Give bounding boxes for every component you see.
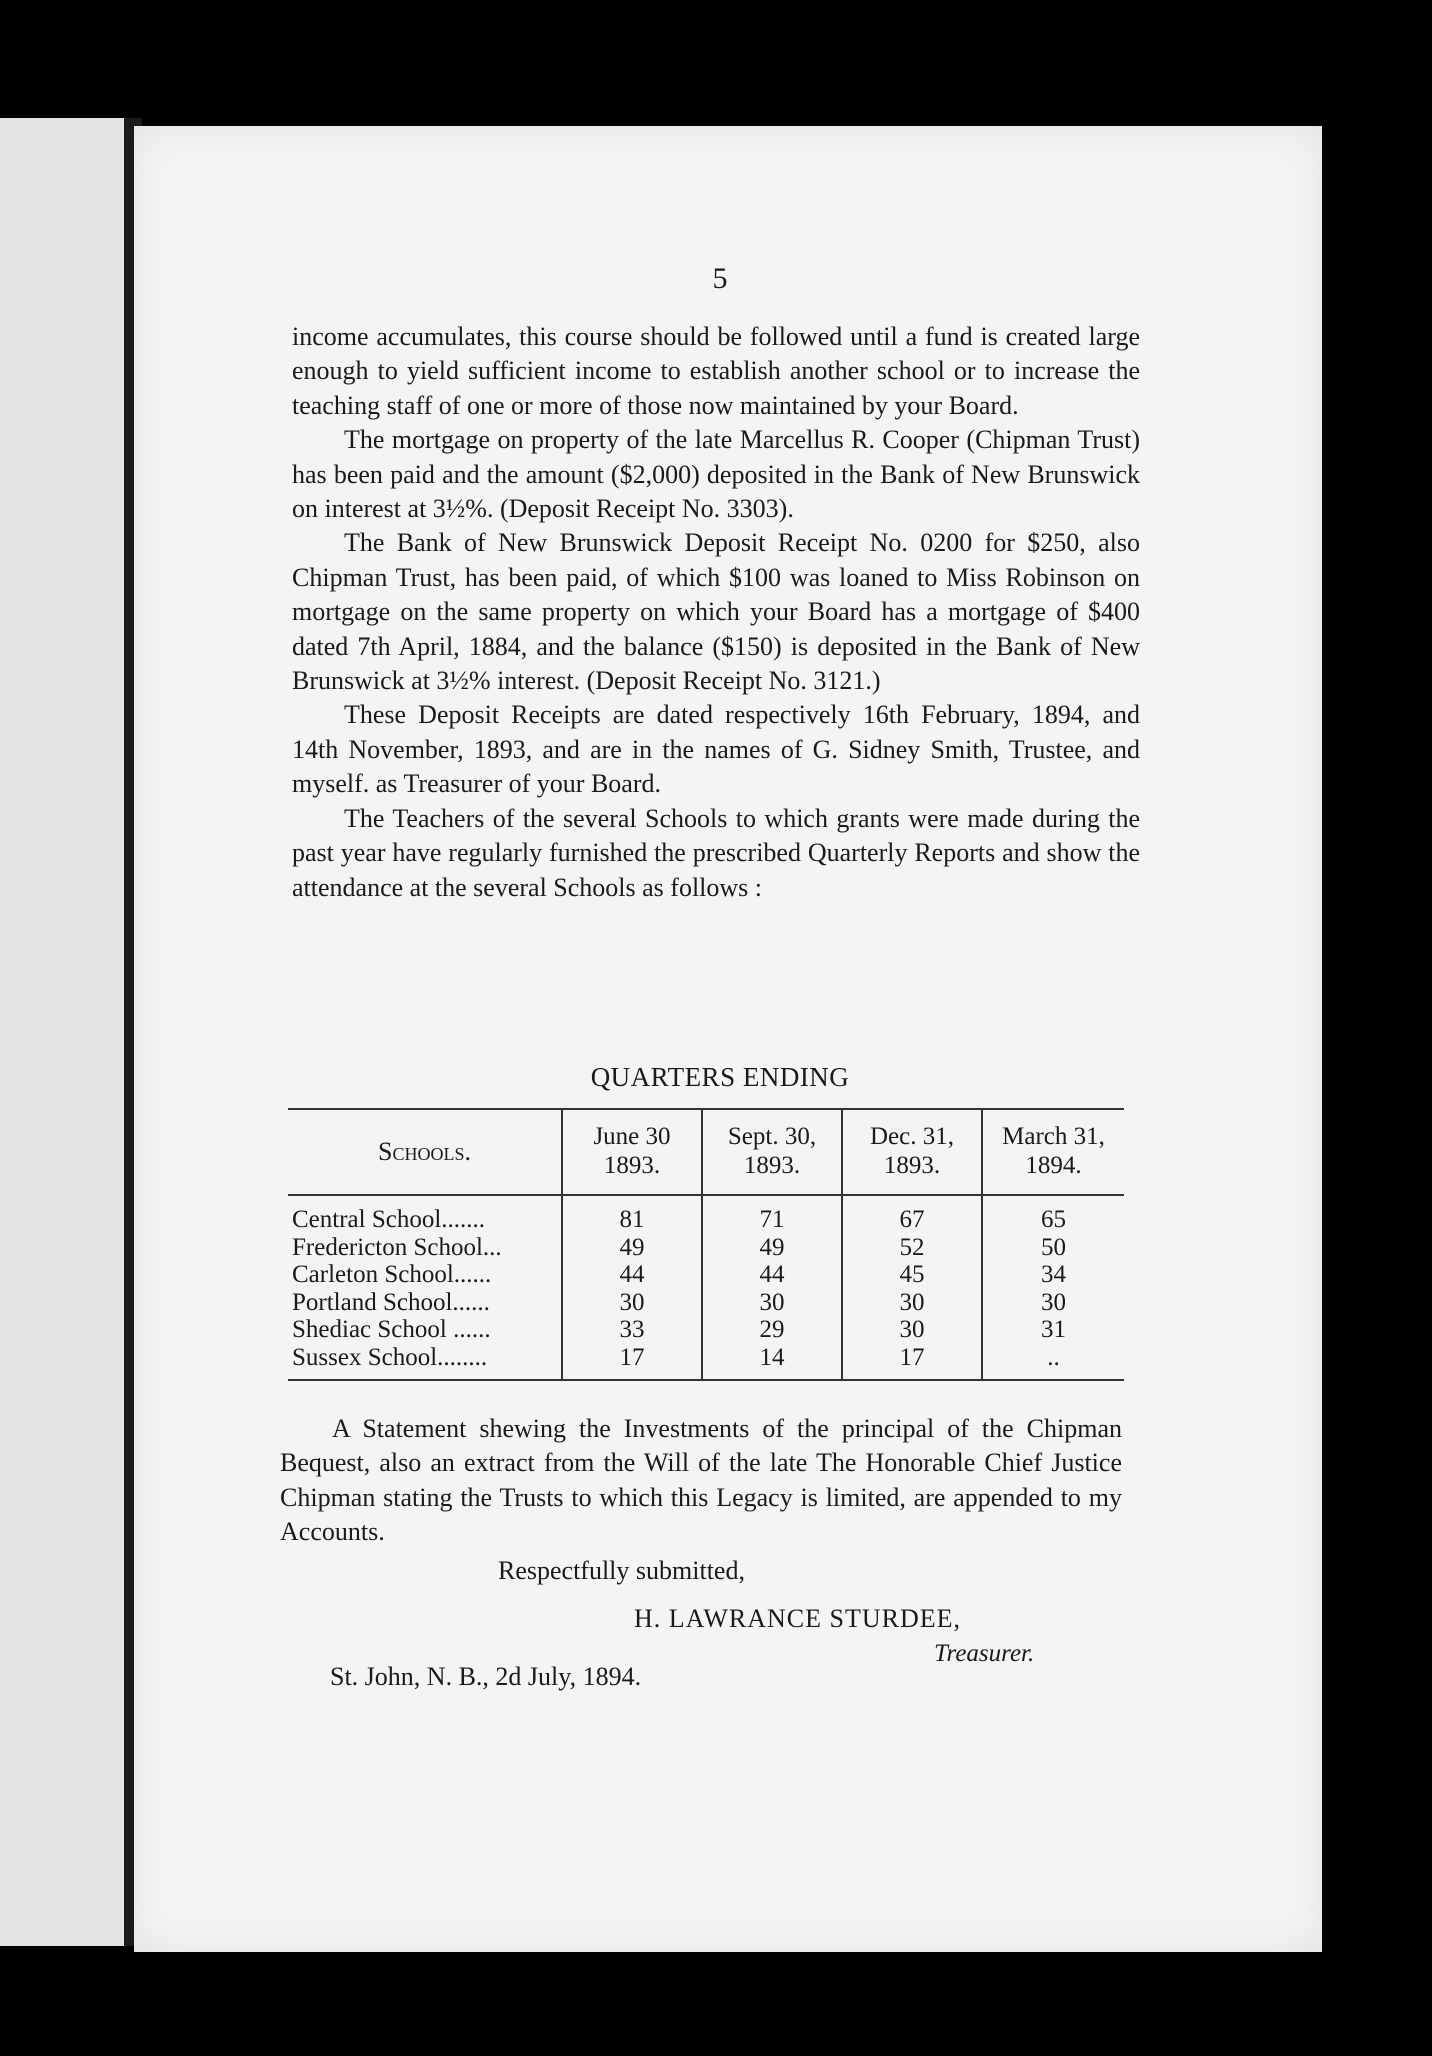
column-header [562,1109,702,1195]
sign-off: Respectfully submitted, [498,1556,745,1585]
table-cell: 71 [702,1195,842,1234]
table-row [288,1344,1124,1381]
table-cell: 31 [982,1316,1124,1344]
table-row [288,1234,1124,1262]
paragraph-2: The mortgage on property of the late Marcellus R. Cooper (Chipman Trust) has been paid and the amount ($2,000) deposited in the Bank of New Brunswick on interest at 3½%. (Deposit Receipt No. 3303). [292,425,1140,524]
closing-paragraph: A Statement shewing the Investments of the principal of the Chipman Bequest, also an extract from the Will of the late The Honorable Chief Justice Chipman stating the Trusts to which this Legacy is limited, are appended to my Accounts. [280,1414,1122,1547]
table-cell: 45 [842,1261,982,1289]
table-cell: 67 [842,1195,982,1234]
table-cell: 17 [842,1344,982,1381]
table-cell: 14 [702,1344,842,1381]
column-header [982,1109,1124,1195]
table-row [288,1316,1124,1344]
signatory-role: Treasurer. [934,1640,1035,1667]
column-header [842,1109,982,1195]
place-date: St. John, N. B., 2d July, 1894. [330,1662,642,1691]
table-cell: 49 [702,1234,842,1262]
closing-text [280,1412,1122,1550]
paragraph-4: These Deposit Receipts are dated respectively 16th February, 1894, and 14th November, 1893, and are in the names of G. Sidney Smith, Trustee, and myself. as Treasurer of your Board. [292,700,1140,799]
column-header-line2: 1893. [743,1152,801,1179]
school-name: Fredericton School... [292,1233,502,1261]
table-cell: .. [982,1344,1124,1381]
table-cell: 33 [562,1316,702,1344]
column-header-line2: 1893. [883,1152,941,1179]
table-cell: 17 [562,1344,702,1381]
table-row [288,1261,1124,1289]
table-cell: 44 [562,1261,702,1289]
body-text [292,320,1140,905]
school-name: Shediac School ...... [292,1316,491,1343]
paragraph-5: The Teachers of the several Schools to which grants were made during the past year have regularly furnished the prescribed Quarterly Reports and show the attendance at the several Schools as follows : [292,803,1140,902]
school-name: Portland School...... [292,1288,490,1316]
table-header-row [288,1109,1124,1195]
column-header-line1: Sept. 30, [727,1123,817,1150]
table-row [288,1289,1124,1317]
attendance-table [288,1108,1124,1381]
school-name: Sussex School........ [288,1344,562,1381]
table-cell: 81 [562,1195,702,1234]
table-row [288,1195,1124,1234]
table-cell: 50 [982,1234,1124,1262]
table-cell: 52 [842,1234,982,1262]
table-cell: 44 [702,1261,842,1289]
table-title: QUARTERS ENDING [590,1062,850,1092]
table-cell: 34 [982,1261,1124,1289]
table-cell: 30 [702,1289,842,1317]
paragraph-1: income accumulates, this course should be followed until a fund is created large enough to yield sufficient income to establish another school or to increase the teaching staff of one or more of those now maintained by your Board. [292,322,1140,420]
column-header-line2: 1894. [1025,1152,1082,1179]
adjacent-page-strip [0,118,124,1946]
table-cell: 30 [562,1289,702,1317]
paragraph-3: The Bank of New Brunswick Deposit Receipt No. 0200 for $250, also Chipman Trust, has been paid, of which $100 was loaned to Miss Robinson on mortgage on the same property on which your Board has a mortgage of $400 dated 7th April, 1884, and the balance ($150) is deposited in the Bank of New Brunswick at 3½% interest. (Deposit Receipt No. 3121.) [292,528,1140,696]
table-cell: 65 [982,1195,1124,1234]
school-name: Central School....... [292,1206,486,1233]
column-header-line1: June 30 [593,1123,671,1150]
school-name: Carleton School...... [292,1261,492,1288]
schools-column-header: Schools. [288,1109,562,1195]
table-cell: 30 [982,1289,1124,1317]
table-cell: 30 [842,1316,982,1344]
column-header-line1: March 31, [1002,1123,1105,1150]
column-header-line1: Dec. 31, [870,1123,954,1150]
table-cell: 29 [702,1316,842,1344]
signature: H. LAWRANCE STURDEE, [634,1604,962,1633]
page-number: 5 [712,262,728,295]
column-header-line2: 1893. [603,1152,661,1179]
table-cell: 49 [562,1234,702,1262]
column-header [702,1109,842,1195]
table-cell: 30 [842,1289,982,1317]
